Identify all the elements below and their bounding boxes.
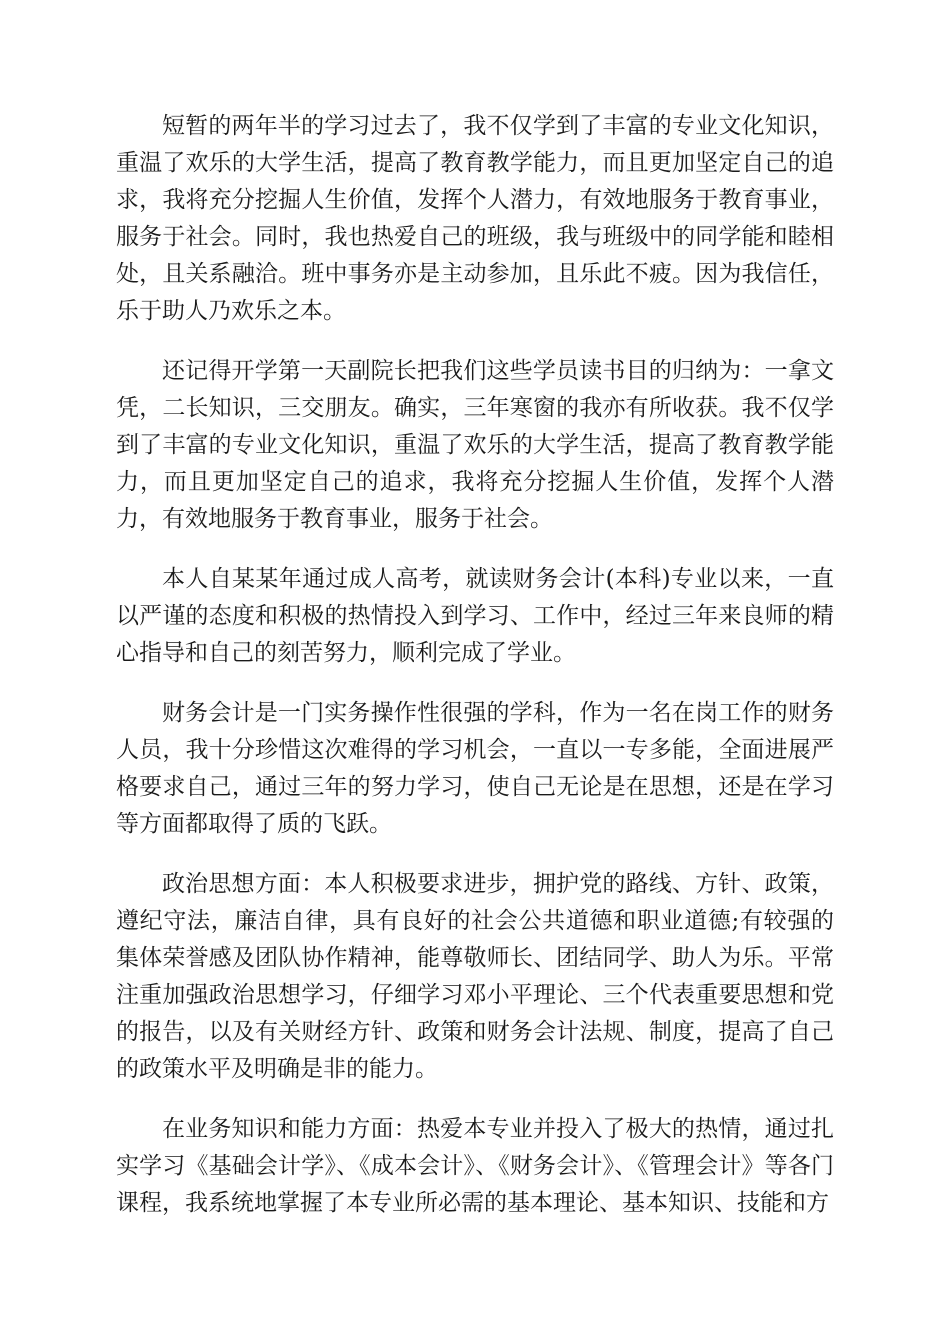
paragraph-enrollment: 本人自某某年通过成人高考，就读财务会计(本科)专业以来，一直以严谨的态度和积极的热情投入到学习、工作中，经过三年来良师的精心指导和自己的刻苦努力，顺利完成了学业。	[116, 566, 834, 666]
paragraph-financial-accounting: 财务会计是一门实务操作性很强的学科，作为一名在岗工作的财务人员，我十分珍惜这次难得的学习机会，一直以一专多能，全面进展严格要求自己，通过三年的努力学习，使自己无论是在思想，还是在学习等方面都取得了质的飞跃。	[116, 700, 834, 837]
document-body	[116, 108, 834, 1245]
paragraph-first-day-memory: 还记得开学第一天副院长把我们这些学员读书目的归纳为：一拿文凭，二长知识，三交朋友。确实，三年寒窗的我亦有所收获。我不仅学到了丰富的专业文化知识，重温了欢乐的大学生活，提高了教育教学能力，而且更加坚定自己的追求，我将充分挖掘人生价值，发挥个人潜力，有效地服务于教育事业，服务于社会。	[116, 358, 834, 532]
paragraph-study-summary: 短暂的两年半的学习过去了，我不仅学到了丰富的专业文化知识，重温了欢乐的大学生活，提高了教育教学能力，而且更加坚定自己的追求，我将充分挖掘人生价值，发挥个人潜力，有效地服务于教育事业，服务于社会。同时，我也热爱自己的班级，我与班级中的同学能和睦相处，且关系融洽。班中事务亦是主动参加，且乐此不疲。因为我信任，乐于助人乃欢乐之本。	[116, 113, 834, 324]
paragraph-political-thought: 政治思想方面：本人积极要求进步，拥护党的路线、方针、政策，遵纪守法，廉洁自律，具有良好的社会公共道德和职业道德;有较强的集体荣誉感及团队协作精神，能尊敬师长、团结同学、助人为乐。平常注重加强政治思想学习，仔细学习邓小平理论、三个代表重要思想和党的报告，以及有关财经方针、政策和财务会计法规、制度，提高了自己的政策水平及明确是非的能力。	[116, 871, 834, 1082]
paragraph-professional-knowledge: 在业务知识和能力方面：热爱本专业并投入了极大的热情，通过扎实学习《基础会计学》、《成本会计》、《财务会计》、《管理会计》等各门课程，我系统地掌握了本专业所必需的基本理论、基本知识、技能和方	[116, 1116, 834, 1216]
